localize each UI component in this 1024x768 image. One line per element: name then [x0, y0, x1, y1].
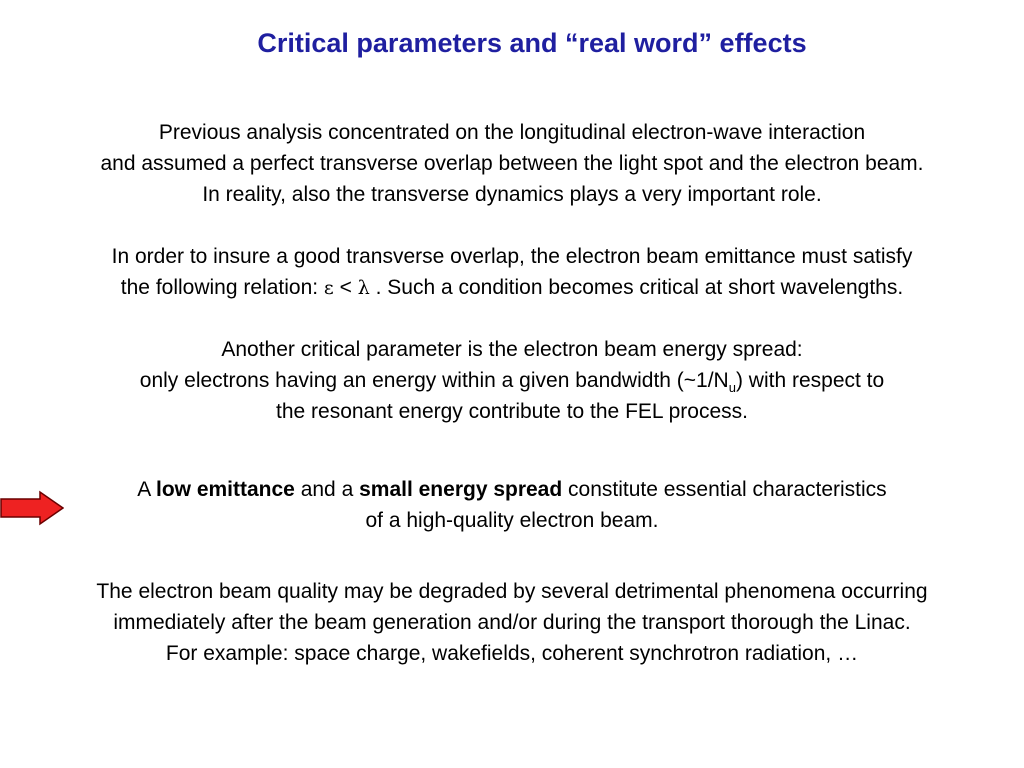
text-line: The electron beam quality may be degraded by several detrimental phenomena occurring [96, 580, 928, 603]
paragraph-transverse-overlap [0, 117, 1024, 210]
less-than-symbol: < [333, 276, 358, 299]
text-segment: ) with respect to [735, 369, 885, 392]
lambda-symbol: λ [357, 277, 370, 299]
text-line [0, 474, 1024, 505]
text-line: Previous analysis concentrated on the longitudinal electron-wave interaction [158, 121, 866, 144]
epsilon-symbol: ε [323, 277, 334, 299]
text-line [0, 272, 1024, 304]
text-line: In order to insure a good transverse overlap, the electron beam emittance must satisfy [111, 245, 913, 268]
text-segment: . Such a condition becomes critical at short wavelengths. [369, 276, 904, 299]
paragraph-energy-spread [0, 334, 1024, 427]
paragraph-emittance-condition [0, 241, 1024, 304]
paragraph-key-characteristics [0, 474, 1024, 536]
subscript-u: u [728, 380, 736, 396]
paragraph-degradation [0, 576, 1024, 669]
text-segment: A [137, 478, 156, 501]
text-line: the resonant energy contribute to the FEL process. [276, 400, 748, 423]
slide-title: Critical parameters and “real word” effects [257, 28, 807, 58]
text-segment: constitute essential characteristics [562, 478, 887, 501]
text-line: For example: space charge, wakefields, coherent synchrotron radiation, … [165, 642, 859, 665]
text-line: and assumed a perfect transverse overlap between the light spot and the electron beam. [100, 152, 924, 175]
text-line: of a high-quality electron beam. [365, 509, 659, 532]
text-segment: only electrons having an energy within a given bandwidth (~1/N [139, 369, 729, 392]
text-segment: the following relation: [120, 276, 324, 299]
text-line: In reality, also the transverse dynamics plays a very important role. [202, 183, 822, 206]
text-line [0, 365, 1024, 396]
text-line: immediately after the beam generation and/or during the transport thorough the Linac. [113, 611, 911, 634]
text-segment: and a [294, 478, 360, 501]
bold-small-energy-spread: small energy spread [359, 478, 563, 501]
bold-low-emittance: low emittance [155, 478, 295, 501]
text-line: Another critical parameter is the electron beam energy spread: [221, 338, 803, 361]
